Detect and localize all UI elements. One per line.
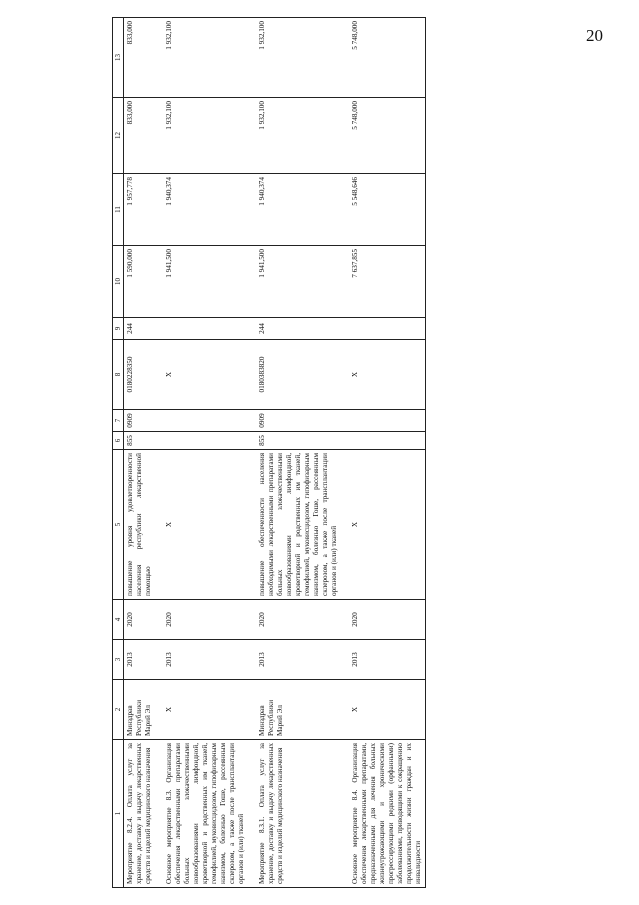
amount-col10: 1 590,000 [124, 246, 156, 318]
amount-col12: 833,000 [124, 98, 156, 174]
col-header: 5 [113, 450, 124, 600]
section-code: 0909 [256, 410, 341, 432]
col-header: 3 [113, 640, 124, 680]
col-header: 12 [113, 98, 124, 174]
amount-col11: 1 940,374 [256, 174, 341, 246]
start-year: 2013 [124, 640, 156, 680]
col-header: 1 [113, 740, 124, 888]
expense-type [349, 318, 426, 340]
amount-col13: 833,000 [124, 18, 156, 98]
start-year: 2013 [256, 640, 341, 680]
col-header: 13 [113, 18, 124, 98]
col-header: 9 [113, 318, 124, 340]
expected-result: X [349, 450, 426, 600]
col-header: 6 [113, 432, 124, 450]
section-code [349, 410, 426, 432]
col-header: 4 [113, 600, 124, 640]
amount-col13: 1 932,100 [256, 18, 341, 98]
grbs-code: 855 [256, 432, 341, 450]
target-article: X [163, 340, 248, 410]
expected-result: X [163, 450, 248, 600]
responsible-executor: X [163, 680, 248, 740]
col-header: 11 [113, 174, 124, 246]
responsible-executor: Минздрав Республики Марий Эл [256, 680, 341, 740]
amount-col11: 1 957,778 [124, 174, 156, 246]
table-row [163, 18, 248, 888]
amount-col12: 5 748,000 [349, 98, 426, 174]
amount-col10: 7 637,855 [349, 246, 426, 318]
expense-type: 244 [256, 318, 341, 340]
amount-col10: 1 941,500 [256, 246, 341, 318]
end-year: 2020 [349, 600, 426, 640]
target-article: 0180228350 [124, 340, 156, 410]
program-table [112, 17, 426, 888]
target-article: X [349, 340, 426, 410]
grbs-code [349, 432, 426, 450]
measure-name: Мероприятие 8.2.4. Оплата услуг за хранение, доставку и выдачу лекарственных средств и изделий медицинского назначения [124, 740, 156, 888]
table-row [256, 18, 341, 888]
amount-col13: 5 748,000 [349, 18, 426, 98]
grbs-code: 855 [124, 432, 156, 450]
amount-col12: 1 932,100 [163, 98, 248, 174]
header-row [113, 18, 124, 888]
col-header: 10 [113, 246, 124, 318]
amount-col13: 1 932,100 [163, 18, 248, 98]
amount-col11: 1 940,374 [163, 174, 248, 246]
section-code: 0909 [124, 410, 156, 432]
col-header: 2 [113, 680, 124, 740]
measure-name: Мероприятие 8.3.1. Оплата услуг за хранение, доставку и выдачу лекарственных средств и изделий медицинского назначения [256, 740, 341, 888]
amount-col12: 1 932,100 [256, 98, 341, 174]
amount-col10: 1 941,500 [163, 246, 248, 318]
end-year: 2020 [256, 600, 341, 640]
end-year: 2020 [124, 600, 156, 640]
responsible-executor: X [349, 680, 426, 740]
expense-type [163, 318, 248, 340]
responsible-executor: Минздрав Республики Марий Эл [124, 680, 156, 740]
grbs-code [163, 432, 248, 450]
table-row [124, 18, 156, 888]
expected-result: повышение обеспеченности населения необходимыми лекарственными препаратами больных злокачественными новообразованиями лимфоидной, кроветворной и родственных им тканей, гемофилией, муковисцидозом, гипофизарным нанизмом, болезнью Гоше, рассеянным склерозом, а также после трансплантации органов и (или) тканей [256, 450, 341, 600]
page-number: 20 [586, 26, 603, 45]
col-header: 7 [113, 410, 124, 432]
measure-name: Основное мероприятие 8.3. Организация обеспечения лекарственными препаратами больных злокачественными новообразованиями лимфоидной, кроветворной и родственных им тканей, гемофилией, муковисцидозом, гипофизарным нанизмом, болезнью Гоше, рассеянным склерозом, а также после трансплантации органов и (или) тканей [163, 740, 248, 888]
start-year: 2013 [349, 640, 426, 680]
section-code [163, 410, 248, 432]
expense-type: 244 [124, 318, 156, 340]
expected-result: повышение уровня удовлетворенности населения республики лекарственной помощью [124, 450, 156, 600]
measure-name: Основное мероприятие 8.4. Организация обеспечения лекарственными препаратами, предназначенными для лечения больных жизнеугрожающими и хроническими прогрессирующими редкими (орфанными) заболеваниями, приводящими к сокращению продолжительности жизни граждан и их инвалидности [349, 740, 426, 888]
end-year: 2020 [163, 600, 248, 640]
amount-col11: 5 548,646 [349, 174, 426, 246]
table-row [349, 18, 426, 888]
start-year: 2013 [163, 640, 248, 680]
rotated-table-container [112, 21, 612, 888]
col-header: 8 [113, 340, 124, 410]
target-article: 0180383820 [256, 340, 341, 410]
